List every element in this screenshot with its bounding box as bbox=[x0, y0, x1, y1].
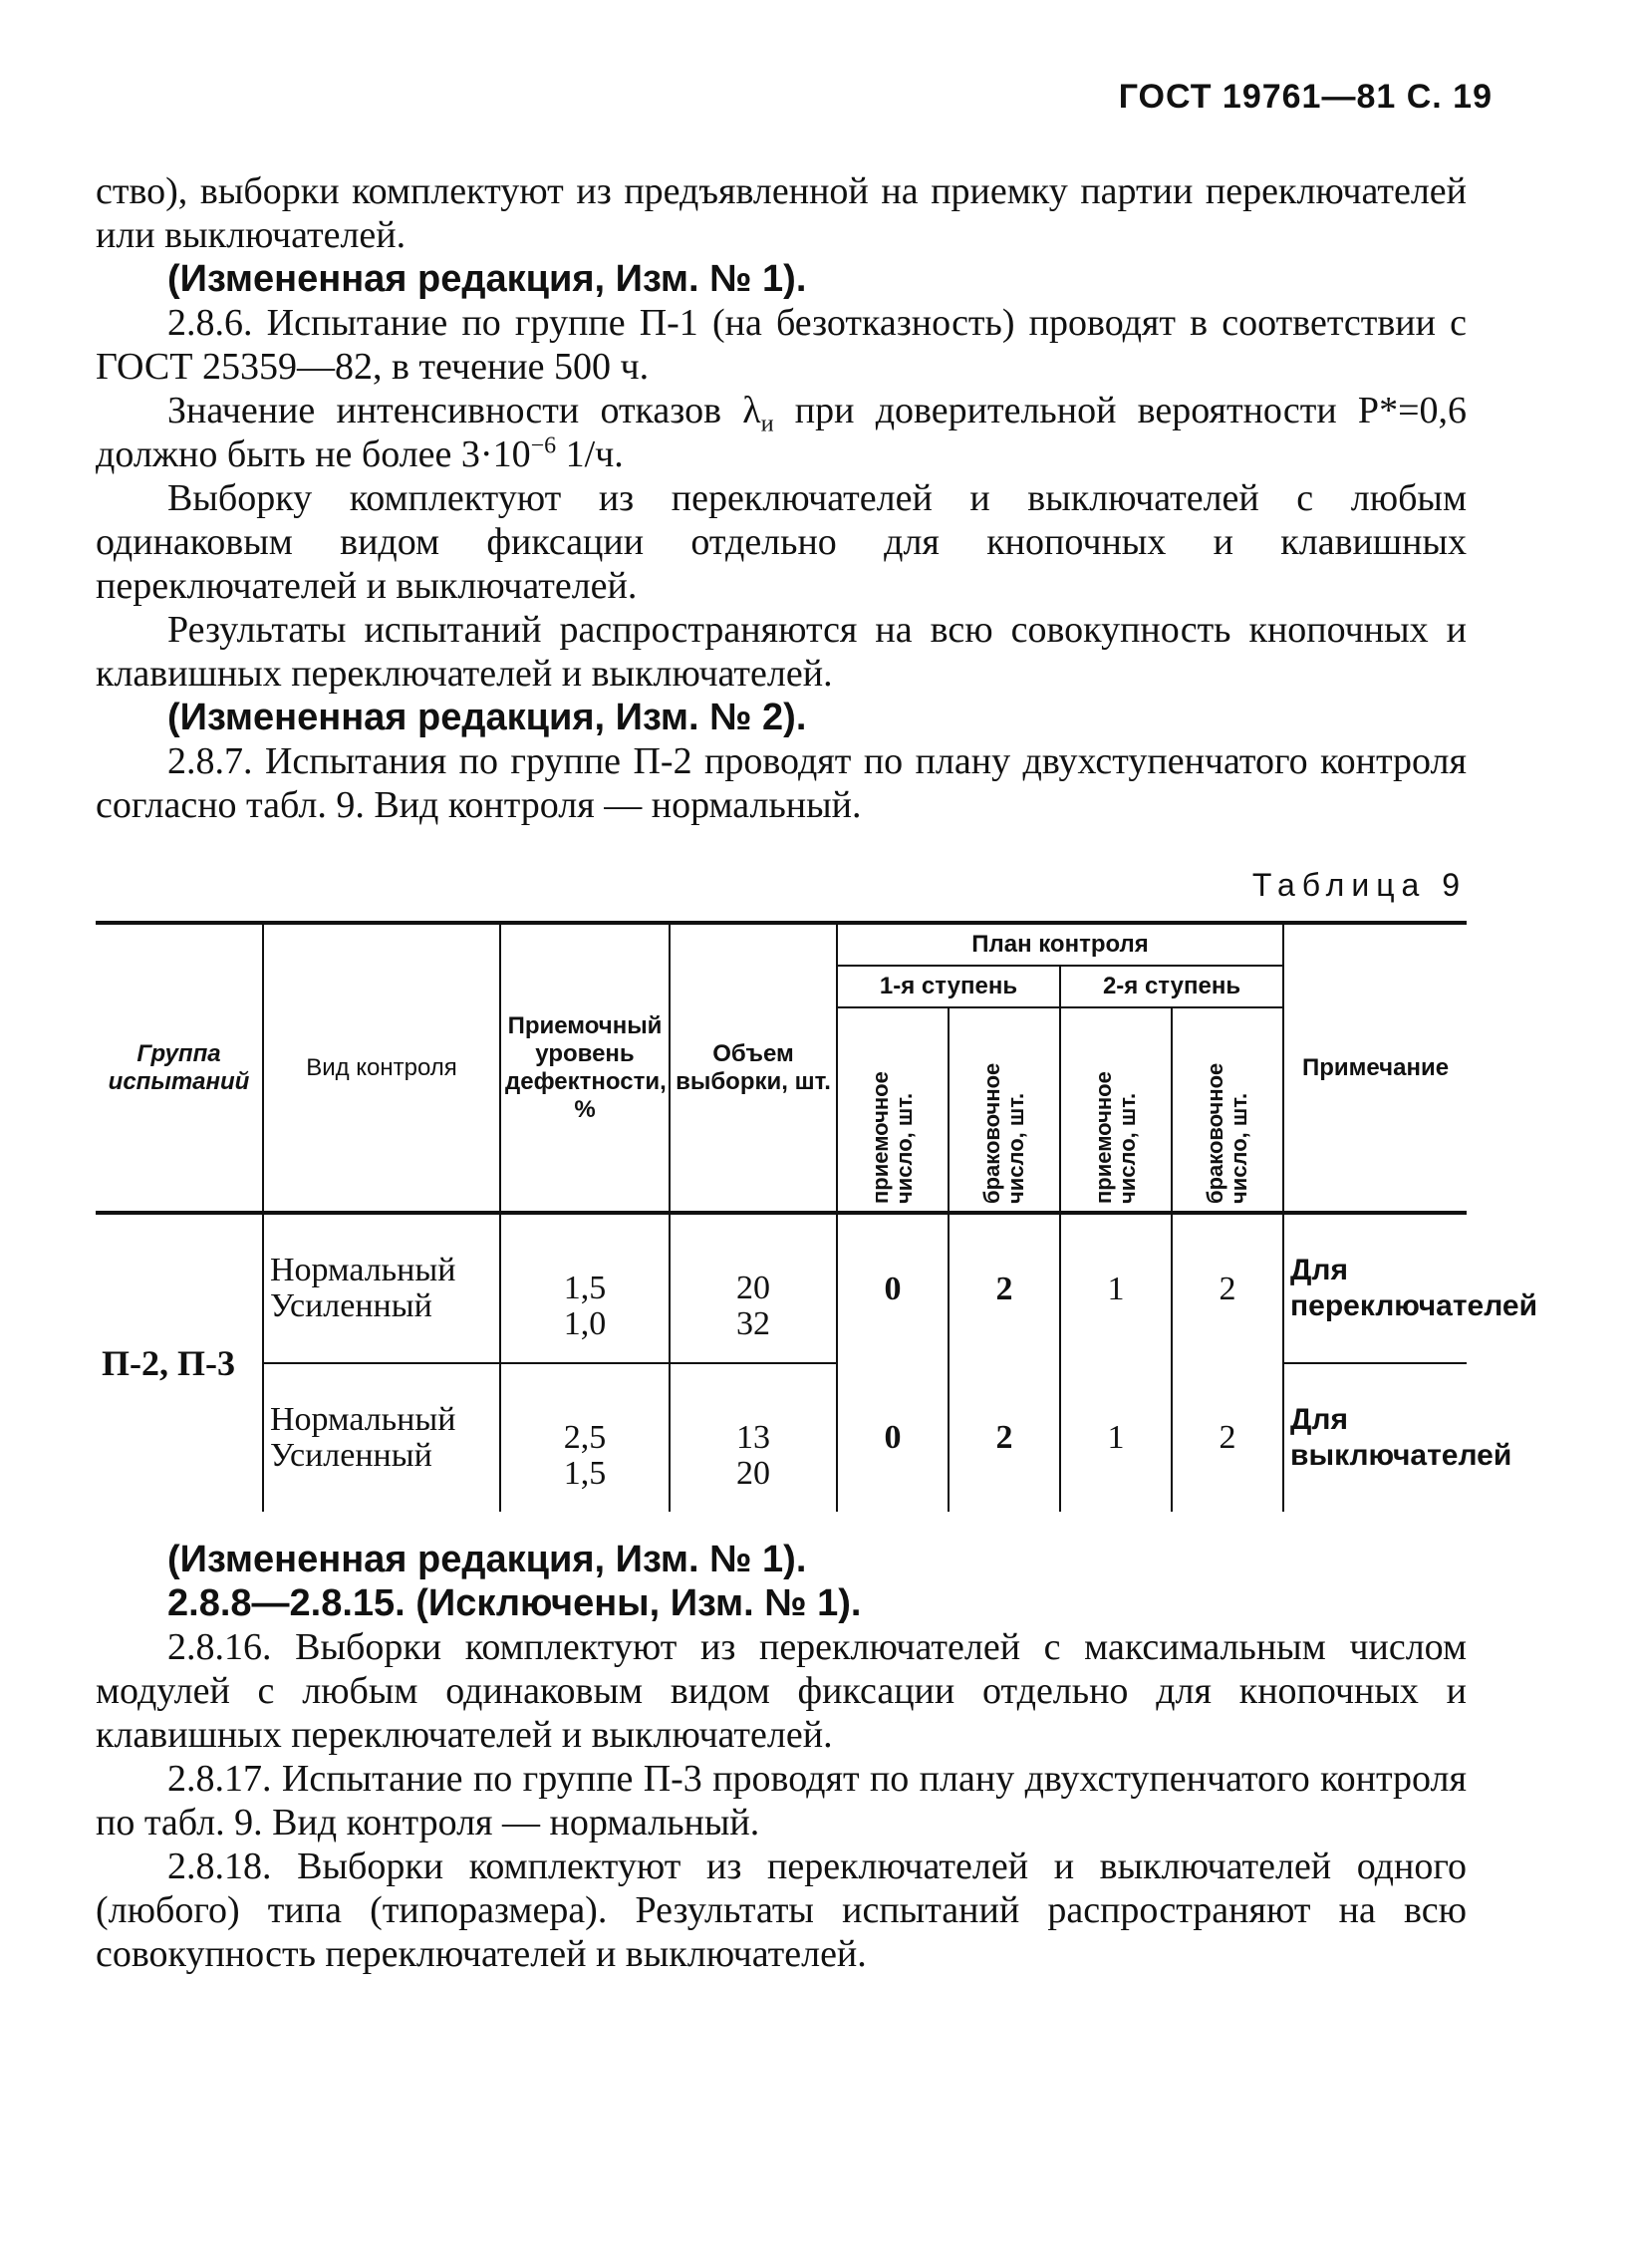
header-accept-2-text: приемочное число, шт. bbox=[1091, 1071, 1140, 1204]
aql-tightened: 1,5 bbox=[563, 1455, 607, 1492]
header-reject-2 bbox=[1172, 1007, 1283, 1213]
table-9 bbox=[96, 921, 1538, 1512]
header-stage-2: 2-я ступень bbox=[1060, 966, 1283, 1007]
note-cell: Для выключателей bbox=[1283, 1363, 1467, 1512]
failure-rate-text-c: 1/ч. bbox=[556, 433, 624, 475]
lambda-subscript: и bbox=[760, 411, 774, 437]
header-control-type: Вид контроля bbox=[263, 923, 500, 1213]
header-sample-size: Объем выборки, шт. bbox=[670, 923, 837, 1213]
clause-2-8-7: 2.8.7. Испытания по группе П-2 проводят по плану двухступенчатого контроля согласно табл. 9. Вид контроля — нормальный. bbox=[96, 740, 1467, 826]
edit-note-2: (Измененная редакция, Изм. № 2). bbox=[167, 697, 807, 738]
group-cell: П-2, П-3 bbox=[96, 1213, 263, 1512]
table-caption: Таблица 9 bbox=[1251, 867, 1467, 903]
table-row bbox=[96, 1213, 1467, 1363]
reject-2-cell: 2 bbox=[1172, 1363, 1283, 1512]
reject-1-cell: 2 bbox=[949, 1363, 1060, 1512]
header-reject-1 bbox=[949, 1007, 1060, 1213]
header-note: Примечание bbox=[1283, 923, 1467, 1213]
accept-1-cell: 0 bbox=[837, 1363, 949, 1512]
header-group: Группа испытаний bbox=[96, 923, 263, 1213]
aql-normal: 2,5 bbox=[563, 1419, 607, 1456]
sample-tightened: 20 bbox=[736, 1455, 770, 1492]
header-stage-1: 1-я ступень bbox=[837, 966, 1060, 1007]
header-accept-1-text: приемочное число, шт. bbox=[868, 1071, 917, 1204]
paragraph-continuation: ство), выборки комплектуют из предъявленной на приемку партии переключателей или выключателей. bbox=[96, 170, 1467, 256]
control-type-tightened: Усиленный bbox=[270, 1437, 432, 1474]
header-accept-2 bbox=[1060, 1007, 1172, 1213]
control-type-normal: Нормальный bbox=[270, 1252, 456, 1288]
failure-rate-text-b: при доверительной вероятности P*=0,6 должно быть не более 3·10 bbox=[96, 390, 1467, 475]
results-paragraph: Результаты испытаний распространяются на всю совокупность кнопочных и клавишных переключателей и выключателей. bbox=[96, 609, 1467, 695]
accept-2-cell: 1 bbox=[1060, 1213, 1172, 1363]
control-type-cell bbox=[263, 1363, 500, 1512]
control-type-tightened: Усиленный bbox=[270, 1287, 432, 1324]
failure-rate-paragraph bbox=[96, 389, 1467, 476]
accept-1-cell: 0 bbox=[837, 1213, 949, 1363]
page-header: ГОСТ 19761—81 С. 19 bbox=[1118, 78, 1493, 116]
aql-cell bbox=[500, 1363, 670, 1512]
failure-rate-text-a: Значение интенсивности отказов λ bbox=[167, 390, 761, 431]
control-type-cell bbox=[263, 1213, 500, 1363]
after-table-section bbox=[96, 1538, 1467, 1976]
edit-note-1: (Измененная редакция, Изм. № 1). bbox=[167, 258, 807, 300]
sample-normal: 13 bbox=[736, 1419, 770, 1456]
document-body bbox=[96, 169, 1538, 1976]
table-row bbox=[96, 1363, 1467, 1512]
note-cell: Для переключателей bbox=[1283, 1213, 1467, 1363]
reject-2-cell: 2 bbox=[1172, 1213, 1283, 1363]
exponent: −6 bbox=[530, 432, 557, 459]
aql-cell bbox=[500, 1213, 670, 1363]
sample-normal: 20 bbox=[736, 1270, 770, 1306]
clause-2-8-18: 2.8.18. Выборки комплектуют из переключателей и выключателей одного (любого) типа (типоразмера). Результаты испытаний распространяют на всю совокупность переключателей и выключателей. bbox=[96, 1845, 1467, 1975]
control-type-normal: Нормальный bbox=[270, 1401, 456, 1438]
aql-normal: 1,5 bbox=[563, 1270, 607, 1306]
aql-tightened: 1,0 bbox=[563, 1305, 607, 1342]
sampling-paragraph: Выборку комплектуют из переключателей и выключателей с любым одинаковым видом фиксации отдельно для кнопочных и клавишных переключателей и выключателей. bbox=[96, 477, 1467, 607]
header-reject-1-text: браковочное число, шт. bbox=[979, 1062, 1028, 1204]
sample-cell bbox=[670, 1363, 837, 1512]
clause-2-8-6: 2.8.6. Испытание по группе П-1 (на безотказность) проводят в соответствии с ГОСТ 25359—82, в течение 500 ч. bbox=[96, 302, 1467, 388]
accept-2-cell: 1 bbox=[1060, 1363, 1172, 1512]
excluded-clauses: 2.8.8—2.8.15. (Исключены, Изм. № 1). bbox=[167, 1582, 862, 1624]
sample-tightened: 32 bbox=[736, 1305, 770, 1342]
header-accept-1 bbox=[837, 1007, 949, 1213]
header-aql: Приемочный уровень дефектности, % bbox=[500, 923, 670, 1213]
header-control-plan: План контроля bbox=[837, 923, 1283, 966]
clause-2-8-17: 2.8.17. Испытание по группе П-3 проводят по плану двухступенчатого контроля по табл. 9. Вид контроля — нормальный. bbox=[96, 1758, 1467, 1843]
edit-note-3: (Измененная редакция, Изм. № 1). bbox=[167, 1539, 807, 1580]
clause-2-8-16: 2.8.16. Выборки комплектуют из переключателей с максимальным числом модулей с любым одинаковым видом фиксации отдельно для кнопочных и клавишных переключателей и выключателей. bbox=[96, 1626, 1467, 1756]
reject-1-cell: 2 bbox=[949, 1213, 1060, 1363]
sample-cell bbox=[670, 1213, 837, 1363]
header-reject-2-text: браковочное число, шт. bbox=[1203, 1062, 1252, 1204]
